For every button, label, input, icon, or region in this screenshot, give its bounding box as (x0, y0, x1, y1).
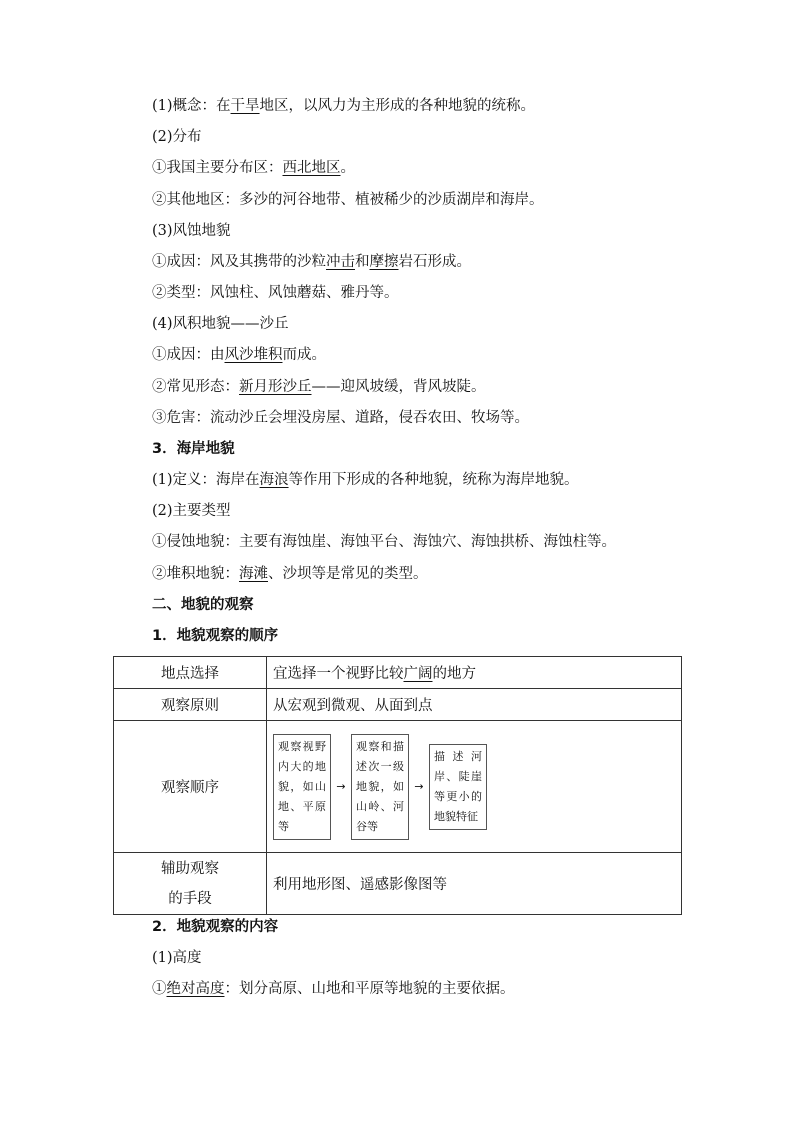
table-label-cell: 观察顺序 (114, 721, 267, 853)
observation-table (113, 656, 682, 915)
text-line: ①成因：由风沙堆积而成。 (152, 347, 326, 363)
text-line: ①侵蚀地貌：主要有海蚀崖、海蚀平台、海蚀穴、海蚀拱桥、海蚀柱等。 (152, 534, 616, 550)
text-line: ①绝对高度：划分高原、山地和平原等地貌的主要依据。 (152, 981, 515, 997)
text-line: ②其他地区：多沙的河谷地带、植被稀少的沙质湖岸和海岸。 (152, 192, 544, 208)
table-row (114, 721, 682, 853)
text-line: ①我国主要分布区：西北地区。 (152, 160, 355, 176)
table-row (114, 657, 682, 689)
table-value-cell: 从宏观到微观、从面到点 (267, 689, 682, 721)
table-row (114, 689, 682, 721)
text-line: (1)高度 (152, 950, 202, 966)
table-label-cell: 地点选择 (114, 657, 267, 689)
flow-step-box: 观察视野内大的地貌，如山地、平原等 (273, 734, 331, 840)
text-line: ③危害：流动沙丘会埋没房屋、道路，侵吞农田、牧场等。 (152, 410, 529, 426)
section-heading: 3．海岸地貌 (152, 441, 235, 457)
table-value-cell: 宜选择一个视野比较广阔的地方 (267, 657, 682, 689)
section-heading: 二、地貌的观察 (152, 597, 254, 613)
text-line: (1)概念：在干旱地区，以风力为主形成的各种地貌的统称。 (152, 98, 536, 114)
text-line: (2)主要类型 (152, 503, 231, 519)
arrow-right-icon: → (336, 780, 346, 793)
table-label-cell: 观察原则 (114, 689, 267, 721)
arrow-right-icon: → (414, 780, 424, 793)
table-value-cell: 利用地形图、遥感影像图等 (267, 853, 682, 915)
flow-step-box: 观察和描述次一级地貌，如山岭、河谷等 (351, 734, 409, 840)
text-line: ②常见形态：新月形沙丘——迎风坡缓，背风坡陡。 (152, 379, 486, 395)
text-line: (2)分布 (152, 129, 202, 145)
section-heading: 1．地貌观察的顺序 (152, 628, 279, 644)
text-line: (4)风积地貌——沙丘 (152, 316, 289, 332)
observation-flow-diagram (273, 734, 675, 840)
table-value-cell (267, 721, 682, 853)
table-row (114, 853, 682, 915)
text-line: (3)风蚀地貌 (152, 223, 231, 239)
table-label-cell: 辅助观察 的手段 (114, 853, 267, 915)
text-line: ②堆积地貌：海滩、沙坝等是常见的类型。 (152, 566, 428, 582)
section-heading: 2．地貌观察的内容 (152, 919, 279, 935)
text-line: ②类型：风蚀柱、风蚀蘑菇、雅丹等。 (152, 285, 399, 301)
text-line: (1)定义：海岸在海浪等作用下形成的各种地貌，统称为海岸地貌。 (152, 472, 579, 488)
text-line: ①成因：风及其携带的沙粒冲击和摩擦岩石形成。 (152, 254, 471, 270)
flow-step-box: 描述河岸、陡崖等更小的地貌特征 (429, 744, 487, 830)
